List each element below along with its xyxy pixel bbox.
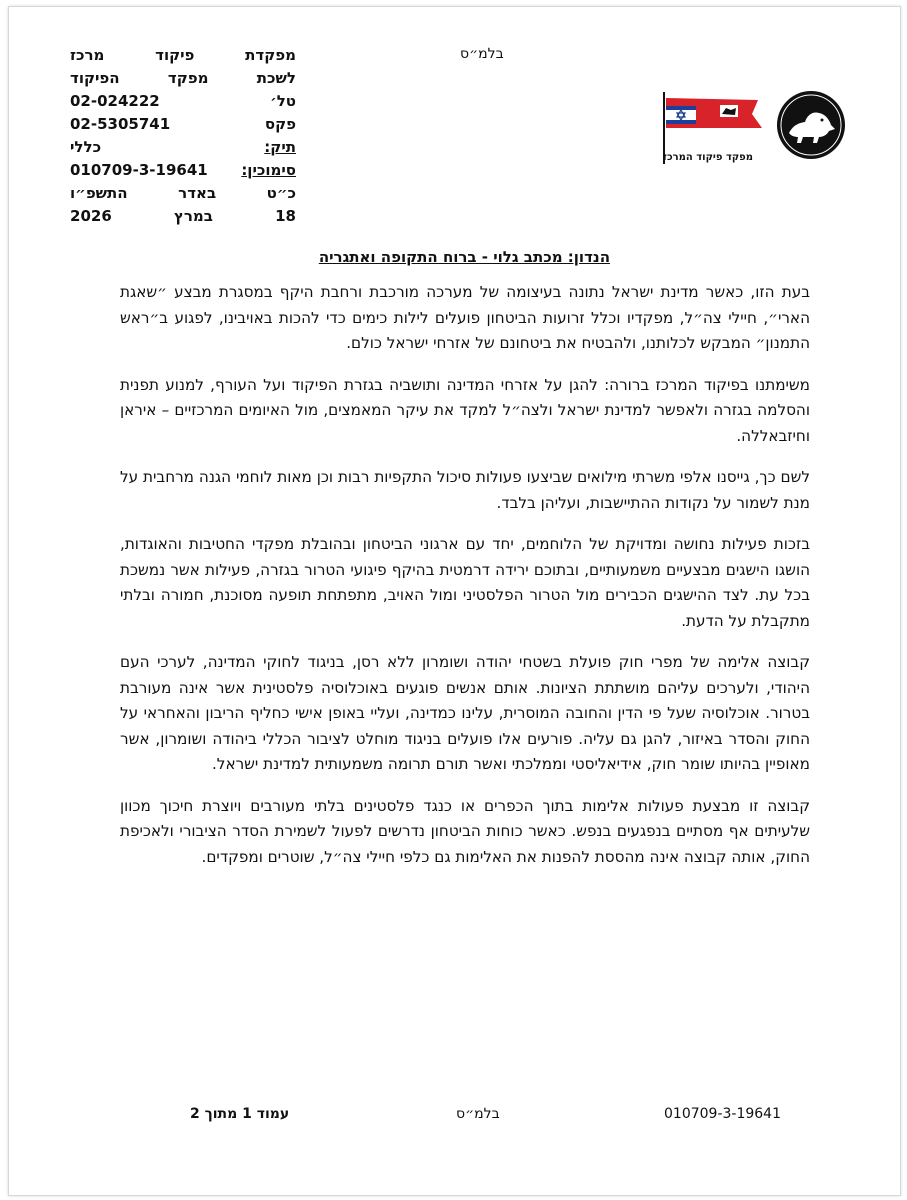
footer-page-number: עמוד 1 מתוך 2	[190, 1106, 290, 1122]
lion-emblem-logo	[775, 89, 847, 161]
paragraph-2: משימתנו בפיקוד המרכז ברורה: להגן על אזרחי המדינה ותושביה בגזרת הפיקוד ועל העורף, למנוע תפנית והסלמה בגזרה ולאפשר למדינת ישראל ולצה״ל למקד את עיקר המאמצים, מול האיומים המרכזיים – איראן וחיזבאללה.	[120, 375, 810, 445]
greg-date-year: 2026	[70, 207, 112, 225]
file-value: כללי	[70, 138, 102, 156]
header-row-ref	[70, 159, 296, 182]
fax-value: 02-5305741	[70, 115, 171, 133]
ref-label: סימוכין:	[241, 161, 296, 179]
paragraph-5: קבוצה אלימה של מפרי חוק פועלת בשטחי יהודה ושומרון ללא רסן, בניגוד לחוקי המדינה, לערכי העם היהודי, ולערכים עליהם מושתתת הציונות. אותם אנשים פוגעים באוכלוסיה פלסטינית אשר אינה מעורבת בטרור. אוכלוסיה שעל פי הדין והחובה המוסרית, עלינו כמדינה, ועליי באופן אישי כחליף הריבון והאחראי על החוק והסדר באיזור, להגן גם עליה. פורעים אלו פועלים בניגוד מוחלט לציבור הכללי ביהודה ושומרון, אשר מאופיין בהיותו שומר חוק, אידיאליסטי וממלכתי ואשר תורם תרומה משמעותית למדינת ישראל.	[120, 653, 810, 773]
letter-subject: הנדון: מכתב גלוי - ברוח התקופה ואתגריה	[318, 248, 610, 266]
paragraph-6: קבוצה זו מבצעת פעולות אלימות בתוך הכפרים או כנגד פלסטינים בלתי מעורבים ויוצרת חיכוך מכוון שלעיתים אף מסתיים בנפגעים בנפש. כאשר כוחות הביטחון נדרשים לפעול לשמירת הסדר הציבורי ולאכיפת החוק, אותה קבוצה אינה מהססת להפנות את האלימות גם כלפי חיילי צה״ל, שוטרים ומפקדים.	[120, 796, 810, 866]
header-unit-word2: פיקוד	[155, 46, 195, 64]
header-row-office	[70, 67, 296, 90]
letter-body	[120, 280, 810, 886]
header-row-hebrew-date	[70, 182, 296, 205]
header-row-greg-date	[70, 205, 296, 228]
header-office-word3: הפיקוד	[70, 69, 120, 87]
ref-value: 010709-3-19641	[70, 161, 208, 179]
header-unit-word1: מפקדת	[245, 46, 296, 64]
paragraph-3: לשם כך, גייסנו אלפי משרתי מילואים שביצעו פעולות סיכול התקפיות רבות וכן מאות לוחמי הגנה מרחבית על מנת לשמור על נקודות ההתיישבות, ועליהן בלבד.	[120, 468, 810, 512]
file-label: תיק:	[264, 138, 296, 156]
sender-header-block	[70, 44, 296, 228]
greg-date-month: במרץ	[173, 207, 213, 225]
header-row-unit	[70, 44, 296, 67]
greg-date-day: 18	[275, 207, 296, 225]
hebrew-date-day: כ״ט	[266, 184, 296, 202]
footer-classification: בלמ״ס	[456, 1106, 500, 1122]
paragraph-1: בעת הזו, כאשר מדינת ישראל נתונה בעיצומה של מערכה מורכבת ורחבת היקף במסגרת מבצע ״שאגת הארי״, חיילי צה״ל, מפקדיו וכלל זרועות הביטחון פועלים לילות כימים כדי להכות באויבינו, לפגוע ב״ראש התמנון״ המבקש לכלותנו, ולהבטיח את ביטחונם של אזרחי ישראל כולם.	[120, 283, 810, 352]
flag-caption: מפקד פיקוד המרכז	[662, 152, 753, 163]
header-office-word2: מפקד	[167, 69, 209, 87]
header-office-word1: לשכת	[256, 69, 296, 87]
fax-label: פקס	[264, 115, 296, 133]
phone-label: טל׳	[270, 92, 296, 110]
header-unit-word3: מרכז	[70, 46, 105, 64]
phone-value: 02-024222	[70, 92, 160, 110]
footer-reference: 010709-3-19641	[664, 1106, 781, 1122]
header-row-file	[70, 136, 296, 159]
hebrew-date-year: התשפ״ו	[70, 184, 128, 202]
header-row-fax	[70, 113, 296, 136]
hebrew-date-month: באדר	[178, 184, 217, 202]
classification-top: בלמ״ס	[460, 46, 504, 62]
paragraph-4: בזכות פעילות נחושה ומדויקת של הלוחמים, יחד עם ארגוני הביטחון ובהובלת מפקדי החטיבות והאוגדות, הושגו הישגים מבצעיים משמעותיים, ובתוכם ירידה דרמטית בהיקף פיגועי הטרור בגזרה, פעילות אשר נמשכת בכל עת. לצד ההישגים הכבירים מול הטרור הפלסטיני ומול האויב, מתפתחת תופעה מסוכנת, חמורה ובלתי מתקבלת על הדעת.	[120, 535, 810, 630]
header-row-phone	[70, 90, 296, 113]
